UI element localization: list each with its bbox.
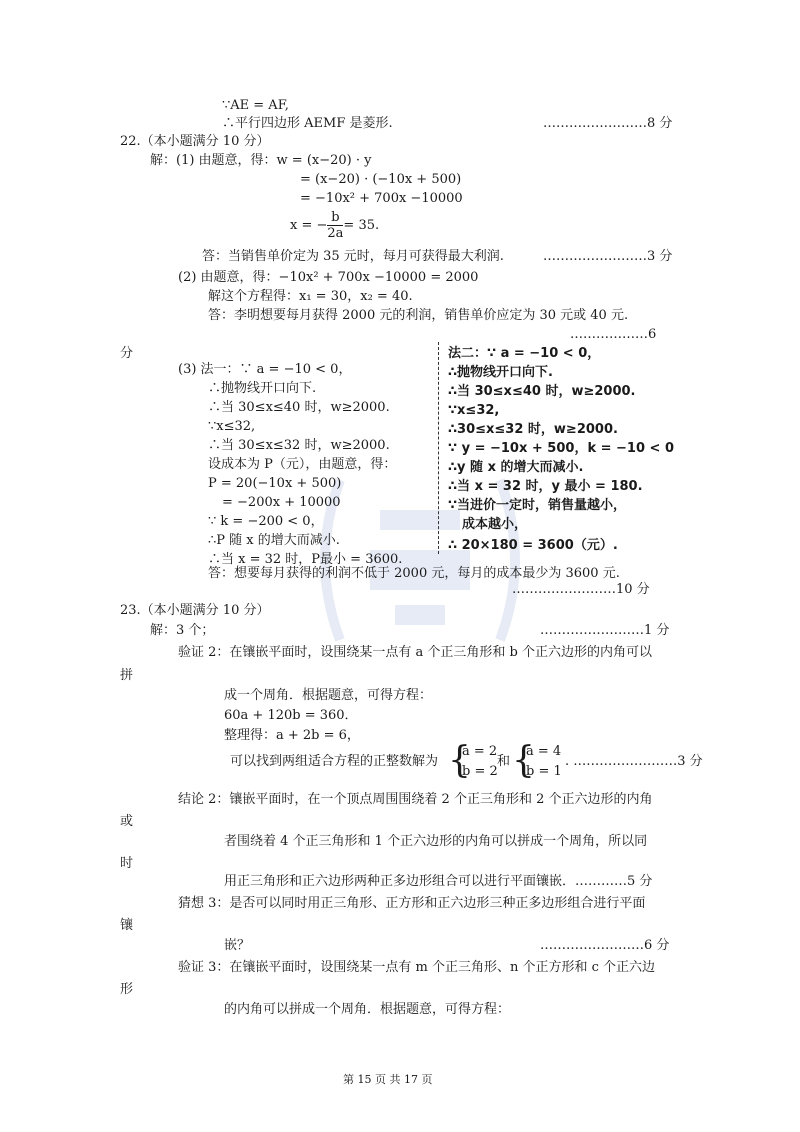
q22-s1-line1: 解：(1) 由题意，得：w = (x−20) · y [150,153,372,168]
column-divider [438,342,439,554]
v2-line-a-wrap: 拼 [120,668,134,683]
c2-line-a-wrap: 或 [120,814,134,829]
q22-s2-answer: 答：李明想要每月获得 2000 元的利润，销售单价应定为 30 元或 40 元. [208,308,629,323]
solution-1-a: a = 2 [462,744,498,759]
page-footer: 第 15 页 共 17 页 [343,1073,433,1086]
m2-line-8: ∵当进价一定时，销售量越小， [448,498,627,513]
line-ae-af: ∵AE = AF, [222,98,289,113]
m2-line-0: 法二：∵ a = −10 < 0， [448,346,601,361]
m1-line-0: (3) 法一：∵ a = −10 < 0， [178,362,352,377]
c2-line-a: 结论 2：镶嵌平面时，在一个顶点周围围绕着 2 个正三角形和 2 个正六边形的内角 [178,792,653,807]
m2-line-10: ∴ 20×180 = 3600（元）. [448,538,618,553]
c2-line-b-wrap: 时 [120,856,134,871]
m1-line-3: ∵x≤32, [208,419,256,434]
score-3b: . ……………………3 分 [565,754,703,769]
q22-s2-line2: 解这个方程得：x₁ = 30，x₂ = 40. [208,289,413,304]
m2-line-1: ∴抛物线开口向下. [448,365,553,380]
m2-line-6: ∴y 随 x 的增大而减小. [448,460,584,475]
solution-2-b: b = 1 [526,764,562,779]
solution-and: 和 [497,754,511,769]
m2-line-7: ∴当 x = 32 时，y 最小 = 180. [448,479,643,494]
score-3: ……………………3 分 [543,249,673,264]
q22-s1-line2: = (x−20) · (−10x + 500) [300,172,462,187]
q23-title: 23.（本小题满分 10 分） [120,603,270,618]
m2-line-5: ∵ y = −10x + 500，k = −10 < 0 [448,441,675,456]
m1-line-6: P = 20(−10x + 500) [208,476,342,491]
v2-line-c: 60a + 120b = 360． [224,708,358,723]
score-1: ……………………1 分 [540,623,670,638]
q22-vertex-formula: x = − $\frac{b}{2a}$ = 35. [290,210,380,241]
m1-line-9: ∴P 随 x 的增大而减小. [208,533,340,548]
c2-line-b: 者围绕着 4 个正三角形和 1 个正六边形的内角可以拼成一个周角，所以同 [224,834,648,849]
q22-s1-line3: = −10x² + 700x −10000 [300,191,463,206]
q22-s1-answer: 答：当销售单价定为 35 元时，每月可获得最大利润. [202,249,504,264]
m1-line-5: 设成本为 P（元），由题意，得： [208,457,397,472]
m2-line-4: ∴30≤x≤32 时，w≥2000. [448,422,618,437]
solution-2-a: a = 4 [526,744,562,759]
v2-line-d: 整理得：a + 2b = 6， [224,728,360,743]
q22-s3-answer: 答：想要每月获得的利润不低于 2000 元，每月的成本最少为 3600 元. [208,566,620,581]
m1-line-1: ∴抛物线开口向下. [208,381,317,396]
q22-title: 22.（本小题满分 10 分） [120,134,270,149]
score-6: ………………6 [570,327,657,342]
score-6-fen: 分 [120,346,134,361]
g3-line-b: 嵌？ [224,938,251,953]
g3-line-a: 猜想 3：是否可以同时用正三角形、正方形和正六边形三种正多边形组合进行平面 [178,896,646,911]
score-8: ……………………8 分 [543,116,673,131]
m1-line-4: ∴当 30≤x≤32 时，w≥2000. [208,438,390,453]
m1-line-10: ∴当 x = 32 时，P最小 = 3600. [208,552,403,567]
g3-line-a-wrap: 镶 [120,918,134,933]
v2-line-a: 验证 2：在镶嵌平面时，设围绕某一点有 a 个正三角形和 b 个正六边形的内角可以 [178,645,653,660]
m1-line-2: ∴当 30≤x≤40 时，w≥2000. [208,400,390,415]
v3-line-b: 的内角可以拼成一个周角．根据题意，可得方程： [224,1002,511,1017]
line-rhombus: ∴平行四边形 AEMF 是菱形. [222,116,393,131]
brace-1: { [448,740,471,781]
v2-line-b: 成一个周角．根据题意，可得方程： [224,688,433,703]
m1-line-7: = −200x + 10000 [222,495,341,510]
score-6b: ……………………6 分 [540,938,670,953]
brace-2: { [512,740,535,781]
score-10: ……………………10 分 [512,582,650,597]
q22-s2-line1: (2) 由题意，得：−10x² + 700x −10000 = 2000 [178,270,479,285]
v2-line-e: 可以找到两组适合方程的正整数解为 [230,754,439,769]
v3-line-a: 验证 3：在镶嵌平面时，设围绕某一点有 m 个正三角形、n 个正方形和 c 个正六边 [178,960,656,975]
v3-line-a-wrap: 形 [120,982,134,997]
q23-answer-1: 解：3 个； [150,623,215,638]
solution-1-b: b = 2 [462,764,498,779]
m2-line-3: ∵x≤32, [448,403,500,418]
m1-line-8: ∵ k = −200 < 0， [208,514,324,529]
m2-line-9: 成本越小， [462,517,528,532]
c2-line-c: 用正三角形和正六边形两种正多边形组合可以进行平面镶嵌．…………5 分 [224,874,653,889]
m2-line-2: ∴当 30≤x≤40 时，w≥2000. [448,384,636,399]
